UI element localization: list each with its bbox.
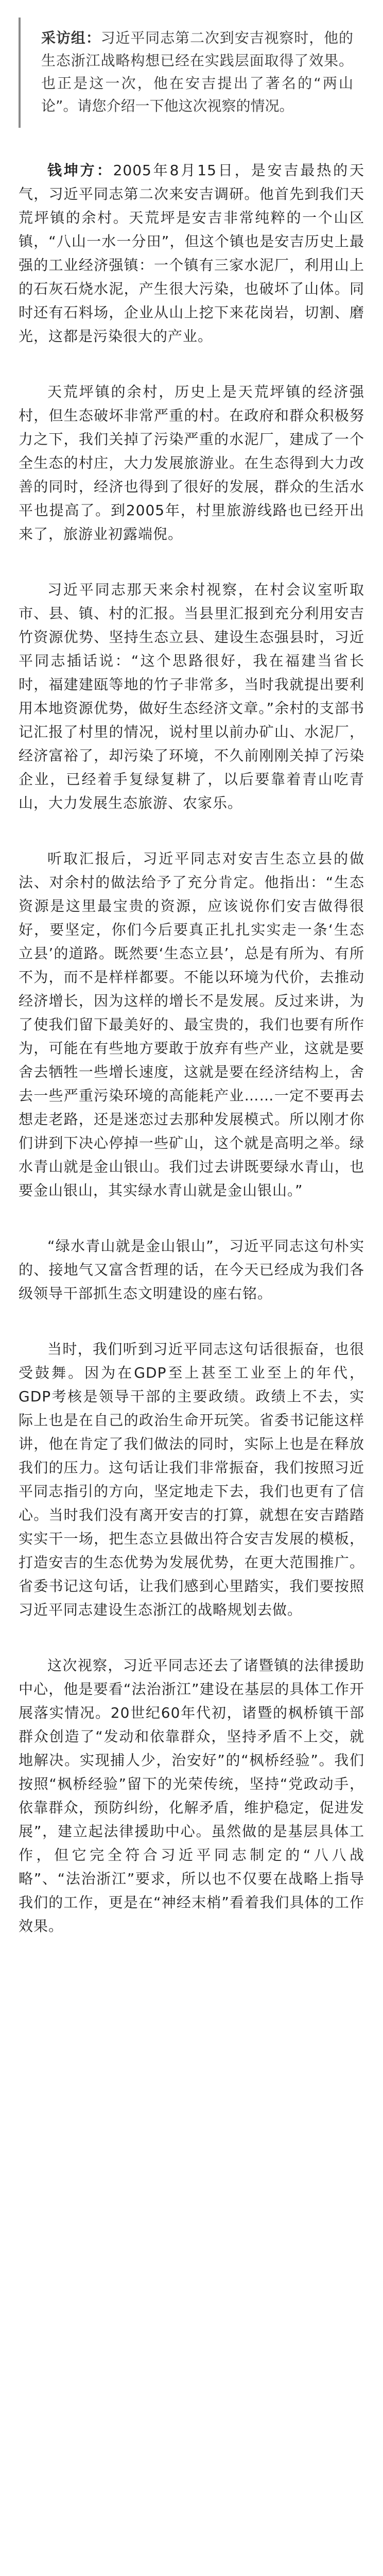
question-paragraph <box>41 27 353 117</box>
body-paragraph-6: 这次视察，习近平同志还去了诸暨镇的法律援助中心，他是要看“法治浙江”建设在基层的具体工作开展落实情况。20世纪60年代初，诸暨的枫桥镇干部群众创造了“发动和依靠群众，坚持矛盾不上交，就地解决。实现捕人少，治安好”的“枫桥经验”。我们按照“枫桥经验”留下的光荣传统，坚持“党政动手，依靠群众，预防纠纷，化解矛盾，维护稳定，促进发展”，建立起法律援助中心。虽然做的是基层具体工作，但它完全符合习近平同志制定的“八八战略”、“法治浙江”要求，所以也不仅要在战略上指导我们的工作，更是在“神经末梢”看着我们具体的工作效果。 <box>19 1657 364 1935</box>
question-speaker: 采访组： <box>41 29 101 46</box>
interviewer-question-block <box>19 18 364 128</box>
answer-text: 2005年8月15日，是安吉最热的天气，习近平同志第二次来安吉调研。他首先到我们天荒坪镇的余村。天荒坪是安吉非常纯粹的一个山区镇，“八山一水一分田”，但这个镇也是安吉历史上最强的工业经济强镇：一个镇有三家水泥厂，利用山上的石灰石烧水泥，产生很大污染，也破坏了山体。同时还有石料场，企业从山上挖下来花岗岩，切割、磨光，这都是污染很大的产业。 <box>19 162 364 345</box>
body-paragraph-5: 当时，我们听到习近平同志这句话很振奋，也很受鼓舞。因为在GDP至上甚至工业至上的年代，GDP考核是领导干部的主要政绩。政绩上不去，实际上也是在自己的政治生命开玩笑。省委书记能这样讲，他在肯定了我们做法的同时，实际上也是在释放我们的压力。这句话让我们非常振奋，我们按照习近平同志指引的方向，坚定地走下去，我们也更有了信心。当时我们没有离开安吉的打算，就想在安吉踏踏实实干一场，把生态立县做出符合安吉发展的模板，打造安吉的生态优势为发展优势，在更大范围推广。省委书记这句话，让我们感到心里踏实，我们要按照习近平同志建设生态浙江的战略规划去做。 <box>19 1341 364 1618</box>
body-paragraph-2: 习近平同志那天来余村视察，在村会议室听取市、县、镇、村的汇报。当县里汇报到充分利用安吉竹资源优势、坚持生态立县、建设生态强县时，习近平同志插话说：“这个思路很好，我在福建当省长时，福建建瓯等地的竹子非常多，当时我就提出要利用本地资源优势，做好生态经济文章。”余村的支部书记汇报了村里的情况，说村里以前办矿山、水泥厂，经济富裕了，却污染了环境，不久前刚刚关掉了污染企业，已经着手复绿复耕了，以后要靠着青山吃青山，大力发展生态旅游、农家乐。 <box>19 581 364 811</box>
question-text: 习近平同志第二次到安吉视察时，他的生态浙江战略构想已经在实践层面取得了效果。也正是这一次，他在安吉提出了著名的“两山论”。请您介绍一下他这次视察的情况。 <box>41 29 353 114</box>
body-paragraph-4: “绿水青山就是金山银山”，习近平同志这句朴实的、接地气又富含哲理的话，在今天已经成为我们各级领导干部抓生态文明建设的座右铭。 <box>19 1238 364 1302</box>
answer-speaker: 钱坤方： <box>47 162 113 179</box>
body-paragraph-3: 听取汇报后，习近平同志对安吉生态立县的做法、对余村的做法给予了充分肯定。他指出：“生态资源是这里最宝贵的资源，应该说你们安吉做得很好，要坚定，你们今后要真正扎扎实实走一条‘生态立县’的道路。既然要‘生态立县’，总是有所为、有所不为，而不是样样都要。不能以环境为代价，去推动经济增长，因为这样的增长不是发展。反过来讲，为了使我们留下最美好的、最宝贵的，我们也要有所作为，可能在有些地方要敢于放弃有些产业，这就是要舍去牺牲一些增长速度，这就是要在经济结构上，舍去一些严重污染环境的高能耗产业……一定不要再去想走老路，还是迷恋过去那种发展模式。所以刚才你们讲到下决心停掉一些矿山，这个就是高明之举。绿水青山就是金山银山。我们过去讲既要绿水青山，也要金山银山，其实绿水青山就是金山银山。” <box>19 850 364 1199</box>
body-paragraph-1: 天荒坪镇的余村，历史上是天荒坪镇的经济强村，但生态破坏非常严重的村。在政府和群众积极努力之下，我们关掉了污染严重的水泥厂，建成了一个全生态的村庄，大力发展旅游业。在生态得到大力改善的同时，经济也得到了很好的发展，群众的生活水平也提高了。到2005年，村里旅游线路也已经开出来了，旅游业初露端倪。 <box>19 383 364 543</box>
answer-paragraph <box>19 159 364 348</box>
